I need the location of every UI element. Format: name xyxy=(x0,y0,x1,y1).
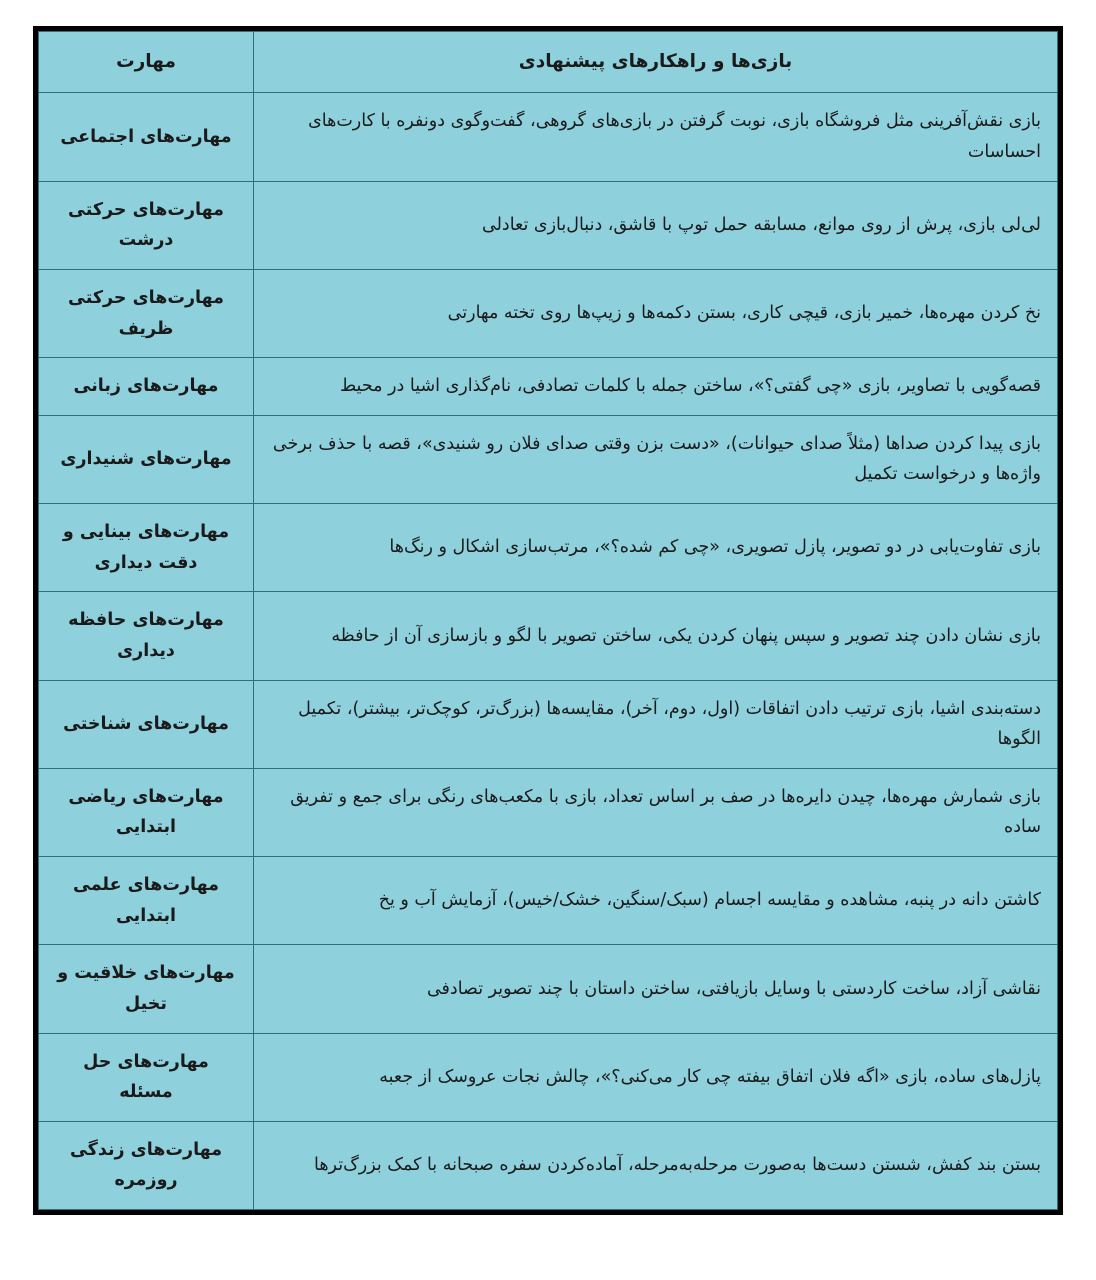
cell-games: بازی نقش‌آفرینی مثل فروشگاه بازی، نوبت گرفتن در بازی‌های گروهی، گفت‌وگوی دونفره با کارت‌های احساسات xyxy=(254,93,1058,181)
table-row xyxy=(39,857,1058,945)
cell-skill: مهارت‌های حرکتی درشت xyxy=(39,181,254,269)
cell-games: بازی نشان دادن چند تصویر و سپس پنهان کردن یکی، ساختن تصویر با لگو و بازسازی آن از حافظه xyxy=(254,592,1058,680)
table-row xyxy=(39,504,1058,592)
skills-table-frame xyxy=(33,26,1063,1215)
column-header-skill: مهارت xyxy=(39,32,254,93)
cell-skill: مهارت‌های ریاضی ابتدایی xyxy=(39,768,254,856)
cell-games: دسته‌بندی اشیا، بازی ترتیب دادن اتفاقات (اول، دوم، آخر)، مقایسه‌ها (بزرگ‌تر، کوچک‌تر، بیشتر)، تکمیل الگوها xyxy=(254,680,1058,768)
table-row xyxy=(39,415,1058,503)
table-row xyxy=(39,181,1058,269)
cell-games: نقاشی آزاد، ساخت کاردستی با وسایل بازیافتی، ساختن داستان با چند تصویر تصادفی xyxy=(254,945,1058,1033)
table-body xyxy=(39,93,1058,1210)
table-row xyxy=(39,358,1058,416)
table-header-row xyxy=(39,32,1058,93)
table-row xyxy=(39,269,1058,357)
table-row xyxy=(39,768,1058,856)
cell-games: کاشتن دانه در پنبه، مشاهده و مقایسه اجسام (سبک/سنگین، خشک/خیس)، آزمایش آب و یخ xyxy=(254,857,1058,945)
table-row xyxy=(39,945,1058,1033)
cell-skill: مهارت‌های علمی ابتدایی xyxy=(39,857,254,945)
column-header-games: بازی‌ها و راهکارهای پیشنهادی xyxy=(254,32,1058,93)
table-row xyxy=(39,592,1058,680)
cell-skill: مهارت‌های زندگی روزمره xyxy=(39,1121,254,1209)
cell-games: نخ کردن مهره‌ها، خمیر بازی، قیچی کاری، بستن دکمه‌ها و زیپ‌ها روی تخته مهارتی xyxy=(254,269,1058,357)
cell-games: بازی پیدا کردن صداها (مثلاً صدای حیوانات)، «دست بزن وقتی صدای فلان رو شنیدی»، قصه با حذف برخی واژه‌ها و درخواست تکمیل xyxy=(254,415,1058,503)
cell-games: بازی شمارش مهره‌ها، چیدن دایره‌ها در صف بر اساس تعداد، بازی با مکعب‌های رنگی برای جمع و تفریق ساده xyxy=(254,768,1058,856)
cell-games: لی‌لی بازی، پرش از روی موانع، مسابقه حمل توپ با قاشق، دنبال‌بازی تعادلی xyxy=(254,181,1058,269)
skills-table xyxy=(38,31,1058,1210)
cell-skill: مهارت‌های حافظه دیداری xyxy=(39,592,254,680)
table-row xyxy=(39,1121,1058,1209)
cell-skill: مهارت‌های بینایی و دقت دیداری xyxy=(39,504,254,592)
table-row xyxy=(39,93,1058,181)
cell-games: پازل‌های ساده، بازی «اگه فلان اتفاق بیفته چی کار می‌کنی؟»، چالش نجات عروسک از جعبه xyxy=(254,1033,1058,1121)
cell-skill: مهارت‌های حرکتی ظریف xyxy=(39,269,254,357)
cell-games: بستن بند کفش، شستن دست‌ها به‌صورت مرحله‌به‌مرحله، آماده‌کردن سفره صبحانه با کمک بزرگ‌ترها xyxy=(254,1121,1058,1209)
table-header xyxy=(39,32,1058,93)
cell-skill: مهارت‌های حل مسئله xyxy=(39,1033,254,1121)
cell-skill: مهارت‌های خلاقیت و تخیل xyxy=(39,945,254,1033)
cell-games: بازی تفاوت‌یابی در دو تصویر، پازل تصویری، «چی کم شده؟»، مرتب‌سازی اشکال و رنگ‌ها xyxy=(254,504,1058,592)
cell-skill: مهارت‌های شناختی xyxy=(39,680,254,768)
cell-skill: مهارت‌های اجتماعی xyxy=(39,93,254,181)
cell-games: قصه‌گویی با تصاویر، بازی «چی گفتی؟»، ساختن جمله با کلمات تصادفی، نام‌گذاری اشیا در محیط xyxy=(254,358,1058,416)
table-row xyxy=(39,1033,1058,1121)
cell-skill: مهارت‌های شنیداری xyxy=(39,415,254,503)
table-row xyxy=(39,680,1058,768)
cell-skill: مهارت‌های زبانی xyxy=(39,358,254,416)
